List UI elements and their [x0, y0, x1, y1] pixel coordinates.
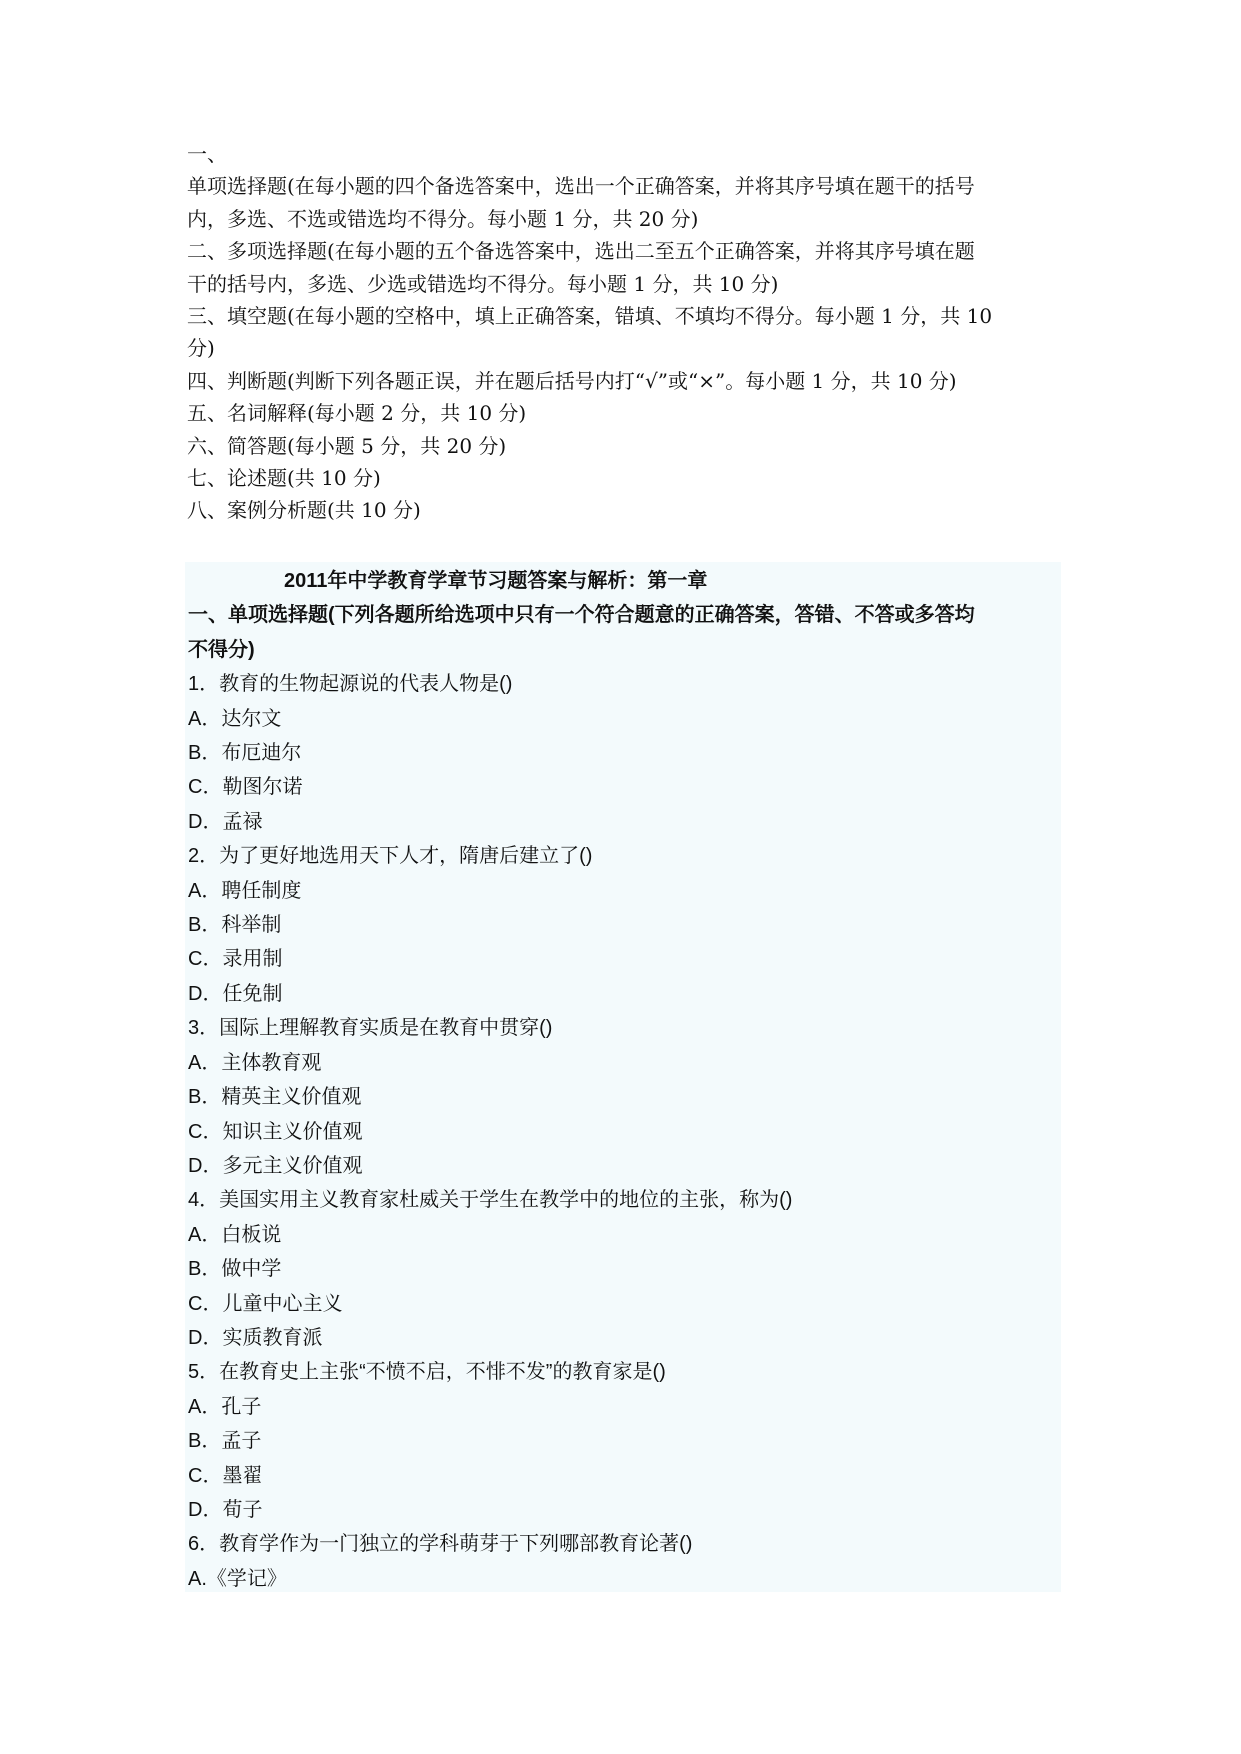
exam-structure-intro: [187, 138, 1057, 527]
intro-line: 分): [187, 336, 215, 361]
answers-title: 2011年中学教育学章节习题答案与解析：第一章: [284, 570, 708, 592]
section-heading: 不得分): [188, 638, 255, 661]
intro-line: 七、论述题(共 10 分): [187, 466, 381, 491]
option-item: A．孔子: [188, 1395, 262, 1418]
option-item: D．多元主义价值观: [188, 1154, 363, 1177]
answers-panel: [185, 562, 1061, 1592]
question-item: 4．美国实用主义教育家杜威关于学生在教学中的地位的主张，称为(): [188, 1189, 793, 1212]
option-item: A.《学记》: [188, 1567, 287, 1590]
option-item: B．布厄迪尔: [188, 742, 302, 765]
intro-line: 三、填空题(在每小题的空格中，填上正确答案，错填、不填均不得分。每小题 1 分，共 10: [187, 304, 993, 329]
option-item: B．孟子: [188, 1430, 262, 1453]
question-item: 3．国际上理解教育实质是在教育中贯穿(): [188, 1017, 553, 1040]
option-item: B．精英主义价值观: [188, 1086, 362, 1109]
intro-line: 单项选择题(在每小题的四个备选答案中，选出一个正确答案，并将其序号填在题干的括号: [187, 174, 975, 199]
intro-line: 五、名词解释(每小题 2 分，共 10 分): [187, 401, 527, 426]
option-item: A．主体教育观: [188, 1051, 322, 1074]
section-heading: 一、单项选择题(下列各题所给选项中只有一个符合题意的正确答案，答错、不答或多答均: [188, 604, 975, 627]
question-item: 6．教育学作为一门独立的学科萌芽于下列哪部教育论著(): [188, 1533, 693, 1556]
question-item: 1．教育的生物起源说的代表人物是(): [188, 673, 513, 696]
intro-line: 八、案例分析题(共 10 分): [187, 498, 421, 523]
option-item: B．科举制: [188, 914, 282, 937]
option-item: D．实质教育派: [188, 1326, 323, 1349]
intro-line: 内，多选、不选或错选均不得分。每小题 1 分，共 20 分): [187, 206, 699, 231]
option-item: D．任免制: [188, 982, 283, 1005]
question-item: 2．为了更好地选用天下人才，隋唐后建立了(): [188, 845, 593, 868]
intro-line: 干的括号内，多选、少选或错选均不得分。每小题 1 分，共 10 分): [187, 271, 779, 296]
question-item: 5．在教育史上主张“不愤不启，不悱不发”的教育家是(): [188, 1361, 666, 1384]
option-item: D．孟禄: [188, 810, 263, 833]
intro-line: 四、判断题(判断下列各题正误，并在题后括号内打“√”或“×”。每小题 1 分，共 10 分): [187, 368, 957, 393]
option-item: C．勒图尔诺: [188, 776, 303, 799]
option-item: C．知识主义价值观: [188, 1120, 363, 1143]
option-item: A．聘任制度: [188, 879, 302, 902]
option-item: D．荀子: [188, 1498, 263, 1521]
intro-line: 六、简答题(每小题 5 分，共 20 分): [187, 433, 507, 458]
option-item: A．白板说: [188, 1223, 282, 1246]
option-item: A．达尔文: [188, 707, 282, 730]
intro-line: 一、: [187, 142, 227, 166]
option-item: C．儿童中心主义: [188, 1292, 343, 1315]
option-item: B．做中学: [188, 1258, 282, 1281]
intro-line: 二、多项选择题(在每小题的五个备选答案中，选出二至五个正确答案，并将其序号填在题: [187, 239, 975, 264]
option-item: C．录用制: [188, 948, 283, 971]
option-item: C．墨翟: [188, 1464, 263, 1487]
